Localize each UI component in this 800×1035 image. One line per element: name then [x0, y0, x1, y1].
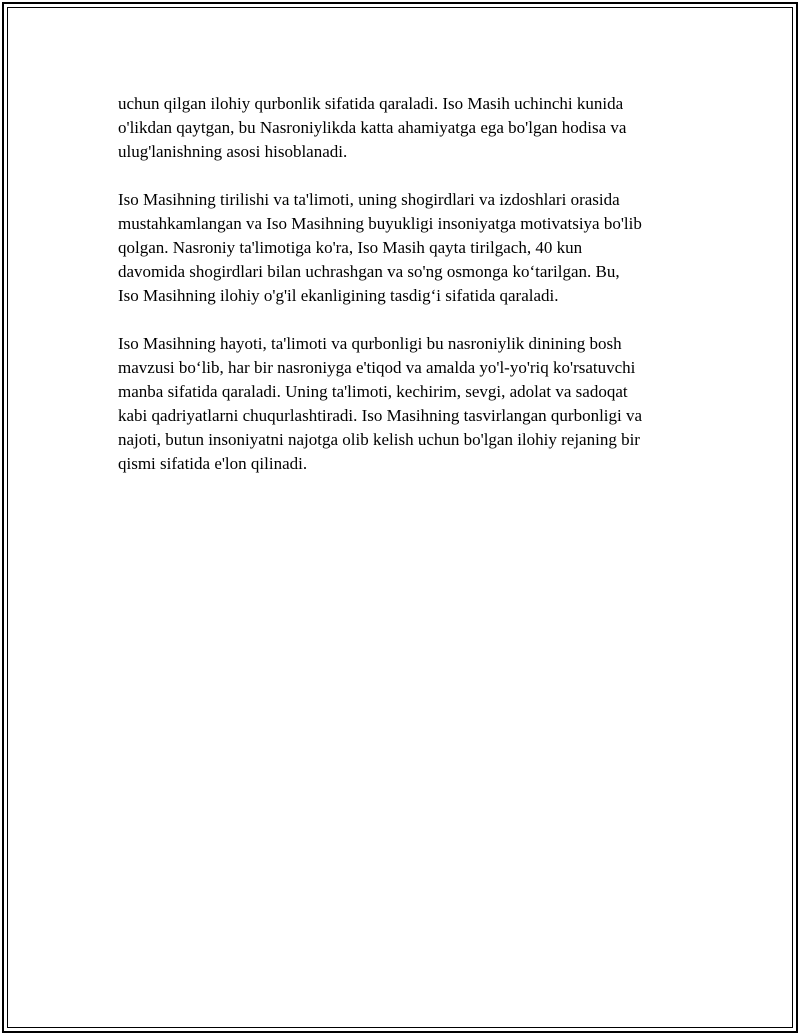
paragraph: Iso Masihning hayoti, ta'limoti va qurbonligi bu nasroniylik dinining bosh mavzusi bo‘lib, har bir nasroniyga e'tiqod va amalda yo'l-yo'riq ko'rsatuvchi manba sifatida qaraladi. Uning ta'limoti, kechirim, sevgi, adolat va sadoqat kabi qadriyatlarni chuqurlashtiradi. Iso Masihning tasvirlangan qurbonligi va najoti, butun insoniyatni najotga olib kelish uchun bo'lgan ilohiy rejaning bir qismi sifatida e'lon qilinadi.	[118, 334, 643, 473]
document-body	[118, 92, 693, 500]
paragraph: Iso Masihning tirilishi va ta'limoti, uning shogirdlari va izdoshlari orasida mustahkamlangan va Iso Masihning buyukligi insoniyatga motivatsiya bo'lib qolgan. Nasroniy ta'limotiga ko'ra, Iso Masih qayta tirilgach, 40 kun davomida shogirdlari bilan uchrashgan va so'ng osmonga ko‘tarilgan. Bu, Iso Masihning ilohiy o'g'il ekanligining tasdig‘i sifatida qaraladi.	[118, 190, 642, 305]
paragraph: uchun qilgan ilohiy qurbonlik sifatida qaraladi. Iso Masih uchinchi kunida o'likdan qaytgan, bu Nasroniylikda katta ahamiyatga ega bo'lgan hodisa va ulug'lanishning asosi hisoblanadi.	[118, 94, 627, 161]
